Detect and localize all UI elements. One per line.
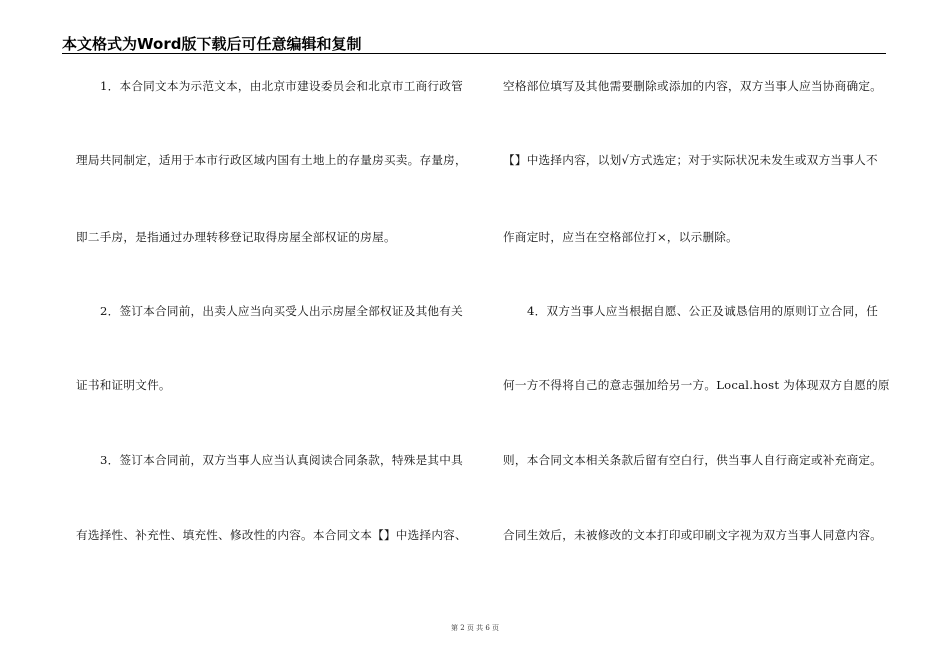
right-line-4: 4．双方当事人应当根据自愿、公正及诚恳信用的原则订立合同，任: [527, 304, 879, 318]
right-line-7: 合同生效后，未被修改的文本打印或印刷文字视为双方当事人同意内容。: [503, 528, 883, 542]
right-line-5: 何一方不得将自己的意志强加给另一方。Local.host 为体现双方自愿的原: [503, 378, 890, 392]
right-line-2: 【】中选择内容，以划√方式选定；对于实际状况未发生或双方当事人不: [503, 153, 878, 167]
left-line-5: 证书和证明文件。: [76, 378, 171, 392]
left-line-4: 2．签订本合同前，出卖人应当向买受人出示房屋全部权证及其他有关: [100, 304, 463, 318]
document-header-title: 本文格式为Word版下载后可任意编辑和复制: [62, 35, 362, 53]
left-line-6: 3．签订本合同前，双方当事人应当认真阅读合同条款，特殊是其中具: [100, 453, 463, 467]
left-line-7: 有选择性、补充性、填充性、修改性的内容。本合同文本【】中选择内容、: [76, 528, 467, 542]
left-text-column: [76, 0, 468, 672]
right-line-1: 空格部位填写及其他需要删除或添加的内容，双方当事人应当协商确定。: [503, 79, 883, 93]
page-number-footer: 第 2 页 共 6 页: [450, 624, 500, 632]
right-line-3: 作商定时，应当在空格部位打×，以示删除。: [503, 230, 738, 244]
left-line-2: 理局共同制定，适用于本市行政区域内国有土地上的存量房买卖。存量房，: [76, 153, 467, 167]
right-text-column: [503, 0, 890, 672]
left-line-1: 1．本合同文本为示范文本，由北京市建设委员会和北京市工商行政管: [100, 79, 463, 93]
right-line-6: 则，本合同文本相关条款后留有空白行，供当事人自行商定或补充商定。: [503, 453, 883, 467]
left-line-3: 即二手房，是指通过办理转移登记取得房屋全部权证的房屋。: [76, 230, 396, 244]
